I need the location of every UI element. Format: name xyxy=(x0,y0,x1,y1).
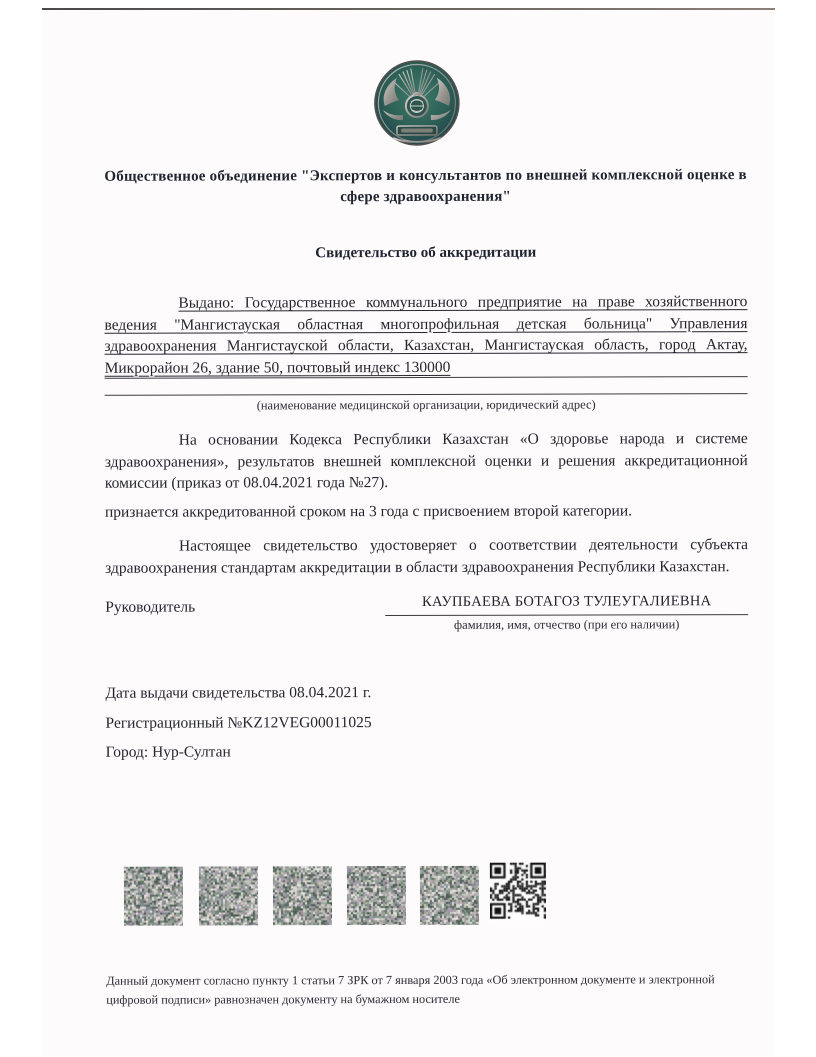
form-rule-line xyxy=(105,393,748,396)
issued-organization-text: Государственное коммунального предприятие на праве хозяйственного ведения "Мангистауская областная многопрофильная детская больница" Управления здравоохранения Мангистауской области, Казахстан, Мангистауская область, город Актау, Микрорайон 26, здание 50, почтовый индекс 130000 xyxy=(104,293,747,376)
issued-to-paragraph xyxy=(104,291,747,379)
qr-code xyxy=(490,863,546,921)
name-field-caption: фамилия, имя, отчество (при его наличии) xyxy=(385,617,748,633)
basis-text: На основании Кодекса Республики Казахстан «О здоровье народа и системе здравоохранения», результатов внешней комплексной оценки и решения аккредитационной комиссии (приказ от 08.04.2021 года №27). xyxy=(105,430,748,492)
head-label: Руководитель xyxy=(105,599,195,617)
basis-paragraph xyxy=(105,428,748,494)
city-line: Город: Нур-Султан xyxy=(106,743,231,761)
hologram-stamp xyxy=(347,866,406,925)
recognition-paragraph: признается аккредитованной сроком на 3 года с присвоением второй категории. xyxy=(105,500,748,523)
organization-name: Общественное объединение "Экспертов и консультантов по внешней комплексной оценке в сфере здравоохранения" xyxy=(104,165,747,209)
issue-date-line: Дата выдачи свидетельства 08.04.2021 г. xyxy=(105,684,371,703)
certify-paragraph xyxy=(105,534,748,579)
signature-block xyxy=(385,593,748,633)
hologram-stamp xyxy=(420,866,479,925)
certify-text: Настоящее свидетельство удостоверяет о соответствии деятельности субъекта здравоохранения стандартам аккредитации в области здравоохранения Республики Казахстан. xyxy=(105,536,748,576)
legal-footer-note: Данный документ согласно пункту 1 статьи 7 ЗРК от 7 января 2003 года «Об электронном документе и электронной цифровой подписи» равнозначен документу на бумажном носителе xyxy=(106,970,754,1010)
hologram-stamp xyxy=(273,866,332,925)
hologram-stamp xyxy=(124,867,183,926)
hologram-stamp xyxy=(199,866,258,925)
issued-label: Выдано: xyxy=(178,294,234,311)
registration-number-line: Регистрационный №KZ12VEG00011025 xyxy=(105,714,371,733)
issued-field-caption: (наименование медицинской организации, юридический адрес) xyxy=(105,397,748,414)
document-title: Свидетельство об аккредитации xyxy=(104,244,747,263)
kazakhstan-coat-of-arms-icon xyxy=(373,58,461,148)
head-name: КАУПБАЕВА БОТАГОЗ ТУЛЕУГАЛИЕВНА xyxy=(385,593,748,616)
